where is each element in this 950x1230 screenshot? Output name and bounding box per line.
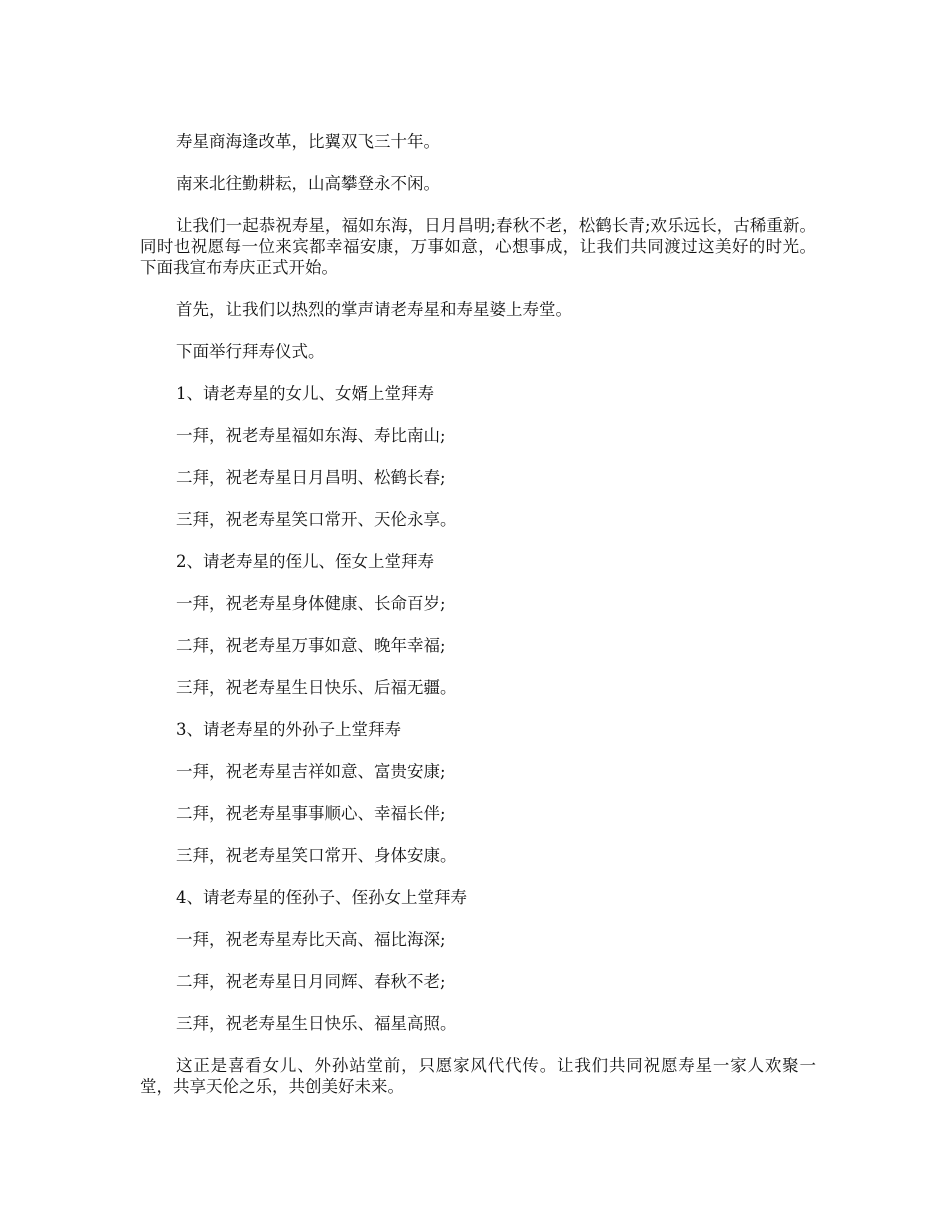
paragraph-20: 二拜，祝老寿星日月同辉、春秋不老; bbox=[176, 972, 446, 991]
paragraph-19: 一拜，祝老寿星寿比天高、福比海深; bbox=[176, 930, 446, 949]
paragraph-21: 三拜，祝老寿星生日快乐、福星高照。 bbox=[176, 1014, 457, 1033]
paragraph-1: 寿星商海逢改革，比翼双飞三十年。 bbox=[176, 132, 440, 151]
paragraph-13: 三拜，祝老寿星生日快乐、后福无疆。 bbox=[176, 678, 457, 697]
document-body bbox=[140, 131, 816, 1118]
paragraph-10: 2、请老寿星的侄儿、侄女上堂拜寿 bbox=[176, 552, 434, 571]
paragraph-6: 1、请老寿星的女儿、女婿上堂拜寿 bbox=[176, 384, 434, 403]
paragraph-3: 让我们一起恭祝寿星，福如东海，日月昌明;春秋不老，松鹤长青;欢乐远长，古稀重新。同时也祝愿每一位来宾都幸福安康，万事如意，心想事成，让我们共同渡过这美好的时光。下面我宣布寿庆正式开始。 bbox=[140, 216, 816, 277]
paragraph-11: 一拜，祝老寿星身体健康、长命百岁; bbox=[176, 594, 446, 613]
paragraph-4: 首先，让我们以热烈的掌声请老寿星和寿星婆上寿堂。 bbox=[176, 300, 572, 319]
paragraph-2: 南来北往勤耕耘，山高攀登永不闲。 bbox=[176, 174, 440, 193]
paragraph-9: 三拜，祝老寿星笑口常开、天伦永享。 bbox=[176, 510, 457, 529]
paragraph-22: 这正是喜看女儿、外孙站堂前，只愿家风代代传。让我们共同祝愿寿星一家人欢聚一堂，共享天伦之乐，共创美好未来。 bbox=[140, 1056, 816, 1096]
paragraph-8: 二拜，祝老寿星日月昌明、松鹤长春; bbox=[176, 468, 446, 487]
paragraph-14: 3、请老寿星的外孙子上堂拜寿 bbox=[176, 720, 401, 739]
paragraph-7: 一拜，祝老寿星福如东海、寿比南山; bbox=[176, 426, 446, 445]
paragraph-12: 二拜，祝老寿星万事如意、晚年幸福; bbox=[176, 636, 446, 655]
paragraph-5: 下面举行拜寿仪式。 bbox=[176, 342, 325, 361]
paragraph-16: 二拜，祝老寿星事事顺心、幸福长伴; bbox=[176, 804, 446, 823]
paragraph-15: 一拜，祝老寿星吉祥如意、富贵安康; bbox=[176, 762, 446, 781]
paragraph-18: 4、请老寿星的侄孙子、侄孙女上堂拜寿 bbox=[176, 888, 467, 907]
paragraph-17: 三拜，祝老寿星笑口常开、身体安康。 bbox=[176, 846, 457, 865]
